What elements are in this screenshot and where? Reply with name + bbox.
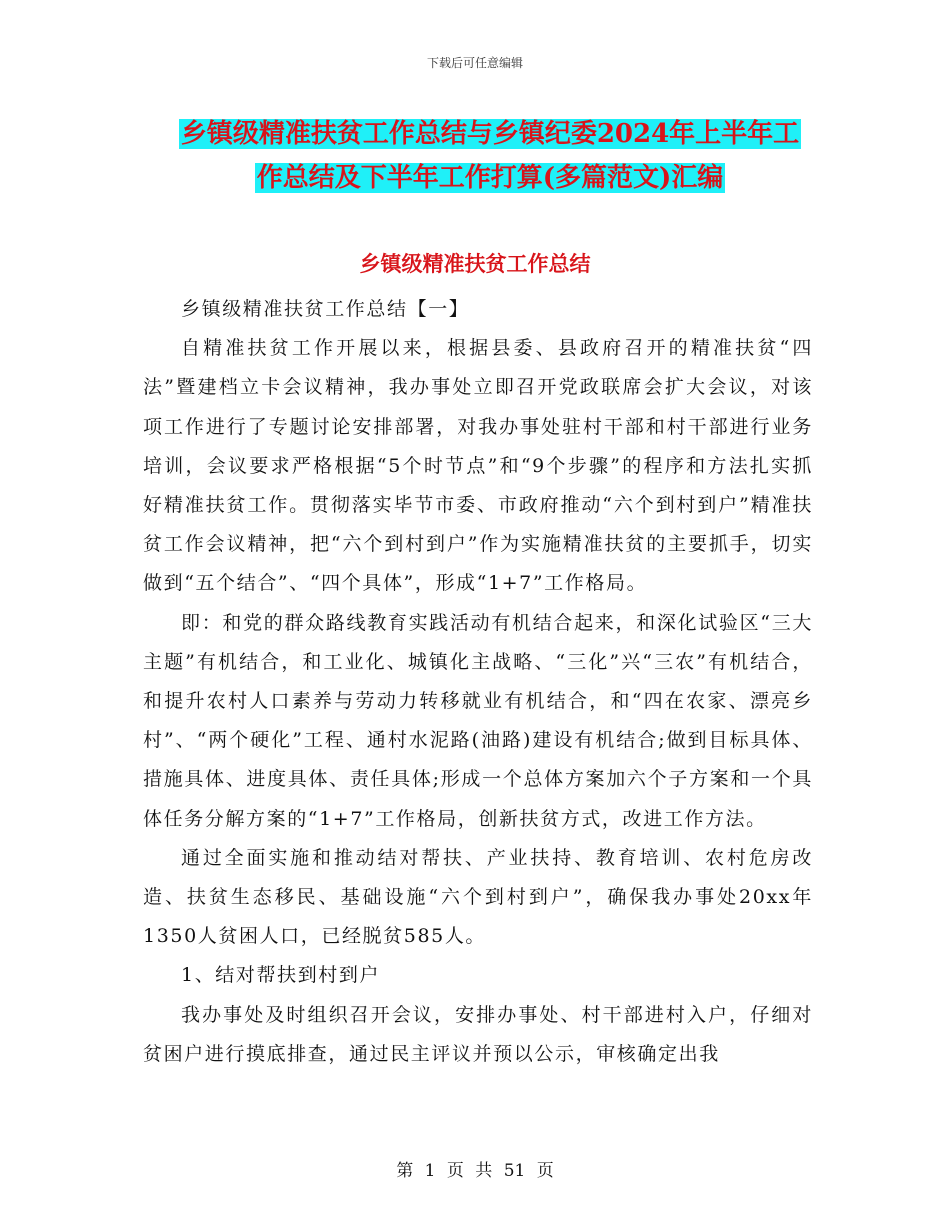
title-line-2: 作总结及下半年工作打算(多篇范文)汇编	[256, 163, 724, 193]
paragraph: 通过全面实施和推动结对帮扶、产业扶持、教育培训、农村危房改造、扶贫生态移民、基础设施“六个到村到户”，确保我办事处20xx年1350人贫困人口，已经脱贫585人。	[143, 846, 813, 948]
subheading: 1、结对帮扶到村到户	[181, 964, 381, 987]
header-note: 下载后可任意编辑	[426, 56, 523, 70]
subheading: 乡镇级精准扶贫工作总结【一】	[181, 298, 470, 320]
page-footer: 第 1 页 共 51 页	[396, 1161, 554, 1181]
document-body	[143, 290, 813, 1074]
section-title: 乡镇级精准扶贫工作总结	[359, 251, 591, 276]
title-line-1: 乡镇级精准扶贫工作总结与乡镇纪委2024年上半年工	[180, 119, 800, 149]
document-title	[150, 112, 830, 200]
paragraph: 自精准扶贫工作开展以来，根据县委、县政府召开的精准扶贫“四法”暨建档立卡会议精神，我办事处立即召开党政联席会扩大会议，对该项工作进行了专题讨论安排部署，对我办事处驻村干部和村干部进行业务培训，会议要求严格根据“5个时节点”和“9个步骤”的程序和方法扎实抓好精准扶贫工作。贯彻落实毕节市委、市政府推动“六个到村到户”精准扶贫工作会议精神，把“六个到村到户”作为实施精准扶贫的主要抓手，切实做到“五个结合”、“四个具体”，形成“1+7”工作格局。	[143, 337, 813, 595]
paragraph: 我办事处及时组织召开会议，安排办事处、村干部进村入户，仔细对贫困户进行摸底排查，通过民主评议并预以公示，审核确定出我	[143, 1003, 813, 1065]
paragraph: 即：和党的群众路线教育实践活动有机结合起来，和深化试验区“三大主题”有机结合，和工业化、城镇化主战略、“三化”兴“三农”有机结合，和提升农村人口素养与劳动力转移就业有机结合，和“四在农家、漂亮乡村”、“两个硬化”工程、通村水泥路(油路)建设有机结合;做到目标具体、措施具体、进度具体、责任具体;形成一个总体方案加六个子方案和一个具体任务分解方案的“1+7”工作格局，创新扶贫方式，改进工作方法。	[143, 611, 813, 830]
